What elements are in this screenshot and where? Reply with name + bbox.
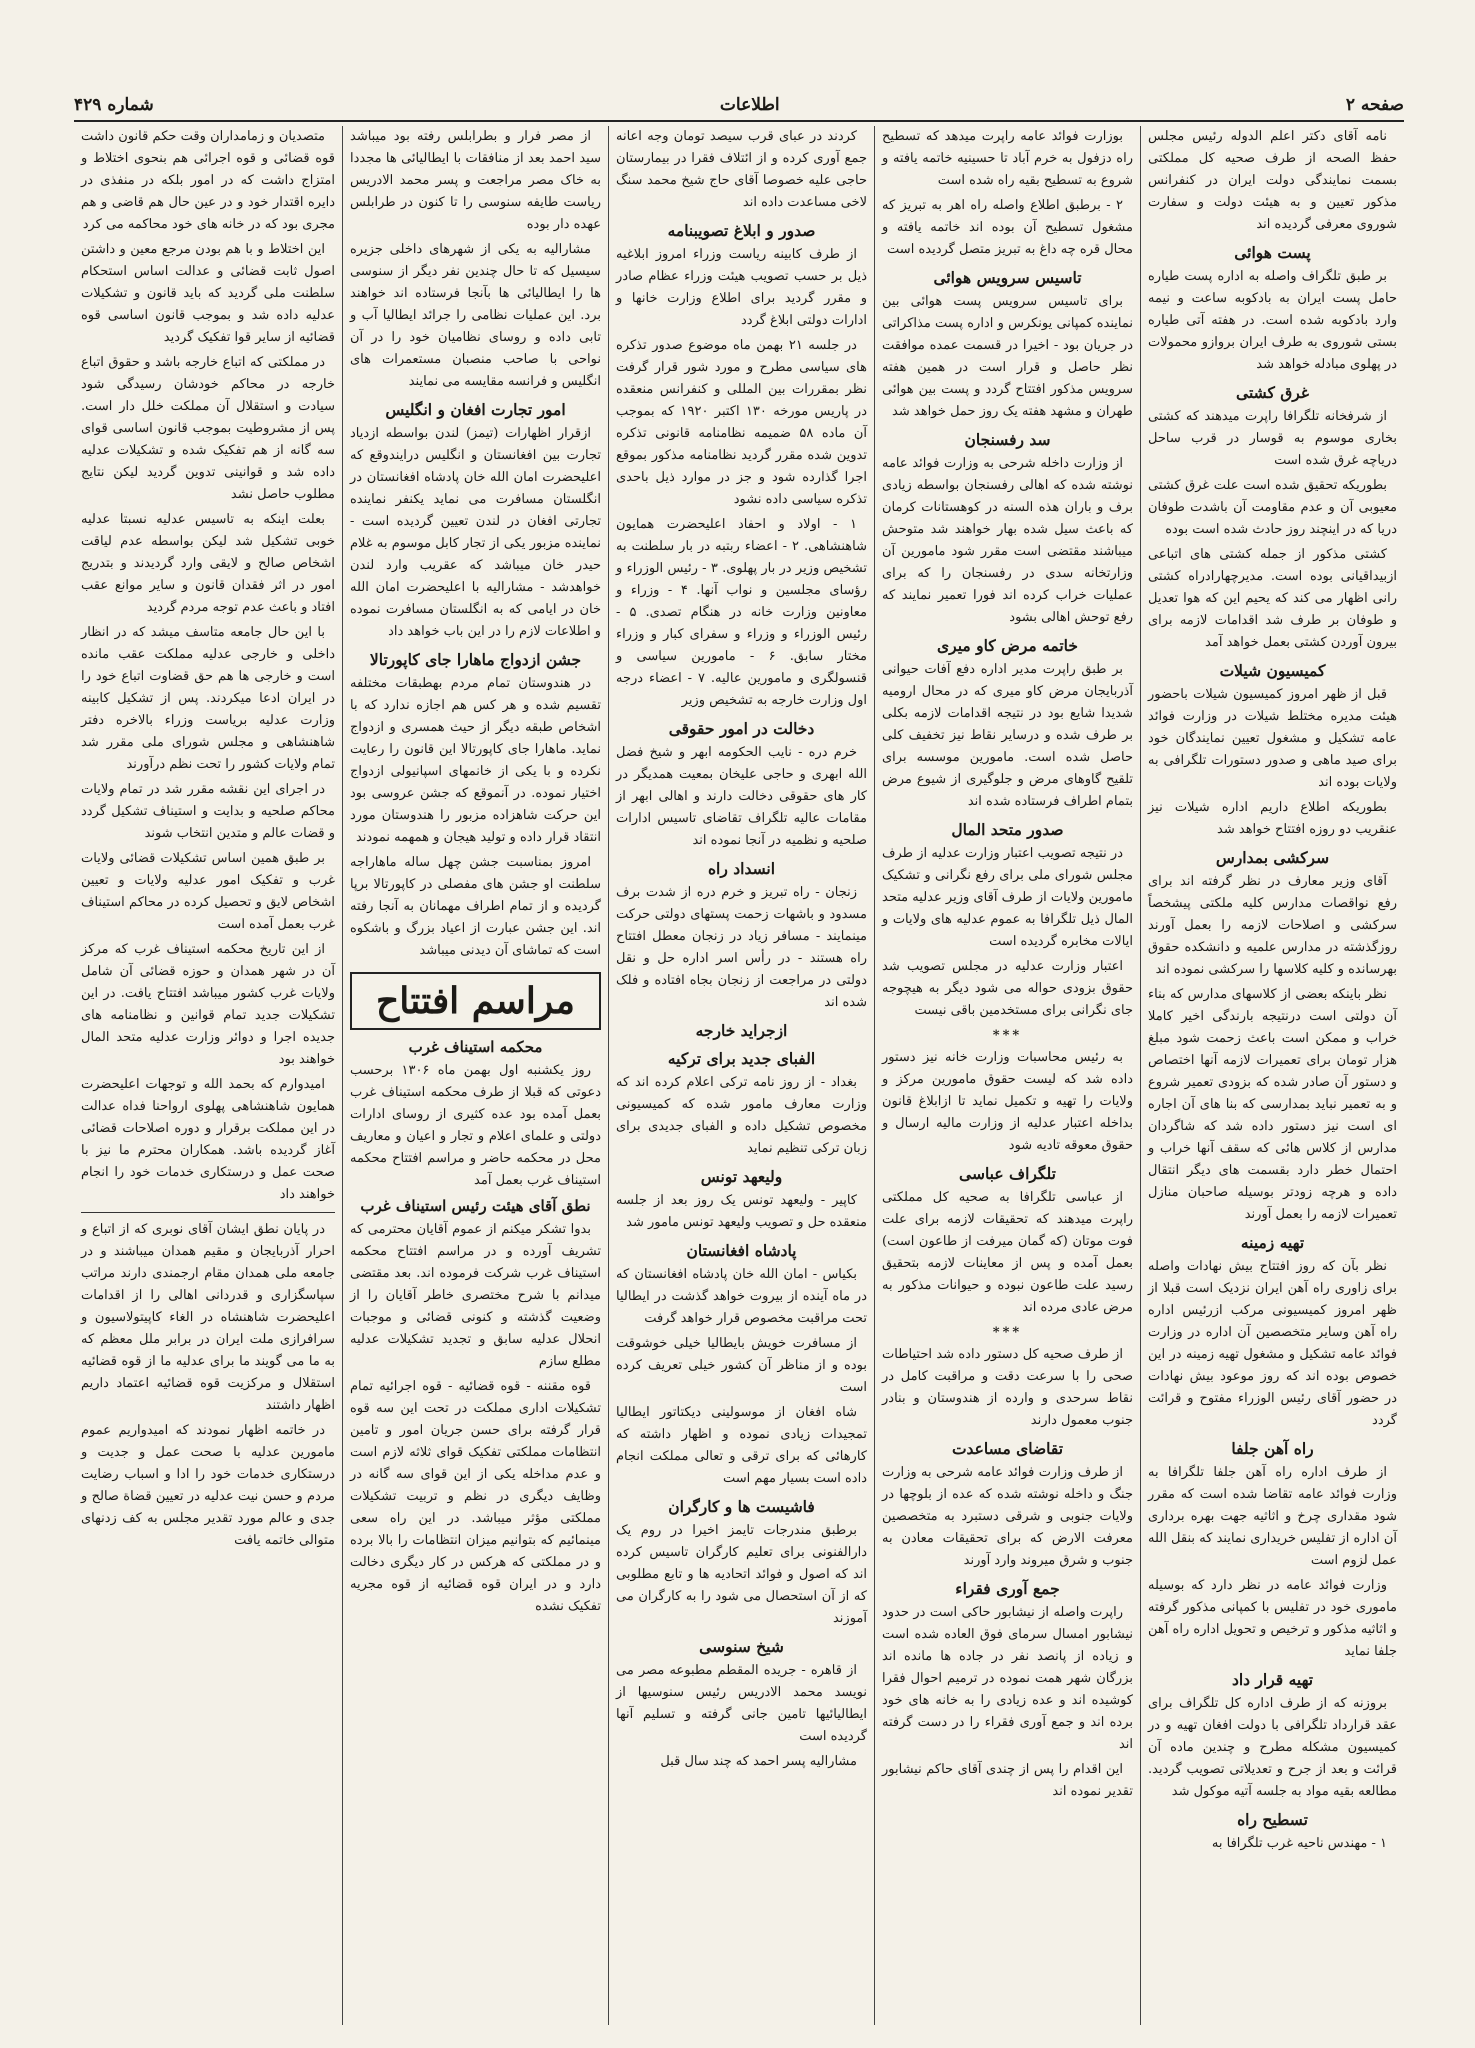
article-paragraph: بدوا تشکر میکنم از عموم آقایان محترمی که تشریف آورده و در مراسم افتتاح محکمه استیناف غرب شرکت فرموده اند. بعد مقتضی میدانم با شرح مختصری خاطر آقایان را از وضعیت گذشته و کنونی قضائی و موجبات انحلال عدلیه سابق و تجدید تشکیلات عدلیه مطلع سازم <box>350 1222 601 1369</box>
article-headline: الفبای جدید برای ترکیه <box>667 1049 816 1068</box>
article-headline: امور تجارت افغان و انگلیس <box>385 400 566 419</box>
article-paragraph: کشتی مذکور از جمله کشتی های اتباعی ازبیداقیانی بوده است. مدیرچهارادراه کشتی رانی اظهار می کند که یحیم این که هوا تعدیل و طوفان بر طرف شد اقدامات لازمه برای بیرون آوردن کشتی بعمل خواهد آمد <box>1148 547 1397 650</box>
newspaper-page <box>74 90 1404 2025</box>
article-headline: کمیسیون شیلات <box>1219 661 1326 680</box>
article-paragraph: از طرف وزارت فوائد عامه شرحی به وزارت جنگ و داخله نوشته شده که عده از بلوچها در ولایات جنوبی و شرقی دستبرد به متخصصین معرفت الارض که برای تحقیقات معادن به جنوب و شرق میروند وارد آورند <box>882 1465 1133 1568</box>
page-header <box>74 90 1404 122</box>
article-paragraph: روز یکشنبه اول بهمن ماه ۱۳۰۶ برحسب دعوتی که قبلا از طرف محکمه استیناف غرب بعمل آمده بود عده کثیری از روسای ادارات دولتی و علمای اعلام و تجار و اعیان و معاریف محل در محکمه حاضر و مراسم افتتاح محکمه استیناف غرب بعمل آمد <box>350 1063 601 1188</box>
article-headline: صدور متحد المال <box>951 820 1064 839</box>
article-paragraph: مشارالیه به یکی از شهرهای داخلی جزیره سیسیل که تا حال چندین نفر دیگر از سنوسی ها را ایطالیائی ها بآنجا فرستاده اند خواهند برد. این عملیات نظامی را جرائد ایطالیا آب و تابی داده و روسای نظامیان خود را در آن نواحی با صاحب منصبان مستعمرات های انگلیس و فرانسه مقایسه می نمایند <box>350 242 601 389</box>
article-paragraph: از وزارت داخله شرحی به وزارت فوائد عامه نوشته شده که اهالی رفسنجان بواسطه زیادی برف و باران هذه السنه در کوهستانات کرمان که باعث سیل شده بهار خواهند شد متوحش میباشند مقتضی است مقرر شود مامورین آن وزارتخانه سدی در رفسنجان را که برای عملیات خراب کرده اند فورا تعمیر نمایند که رفع توحش اهالی بشود <box>882 456 1133 625</box>
article-headline: سرکشی بمدارس <box>1215 848 1330 867</box>
feature-title: مراسم افتتاح <box>350 972 601 1030</box>
article-headline: تهیه قرار داد <box>1231 1670 1314 1689</box>
article-paragraph: قوه مقننه - قوه قضائیه - قوه اجرائیه تمام تشکیلات اداری مملکت در تحت این سه قوه قرار گرفته برای حسن جریان امور و تامین انتظامات مملکتی تفکیک قوای ثلاثه لازم است و عدم مداخله یکی از این قوای سه گانه در وظایف دیگری در نظم و تربیت تشکیلات مملکتی مؤثر میباشد. در این راه سعی مینمائیم که بتوانیم میزان انتظامات را بالا برده و در مملکتی که هرکس در کار دیگری دخالت دارد و در ایران قوه قضائیه از قوه مجریه تفکیک نشده <box>350 1379 601 1614</box>
article-paragraph: در جلسه ۲۱ بهمن ماه موضوع صدور تذکره های سیاسی مطرح و مورد شور قرار گرفت نظر بمقررات بین المللی و کنفرانس منعقده در پاریس مورخه ۱۳۰ اکتبر ۱۹۲۰ که بموجب آن ماده ۵۸ ضمیمه نظامنامه قانونی تذکره تدوین شده مقرر گردید نظامنامه مذکور بموقع اجرا گذارده شود و جز در موارد ذیل باحدی تذکره سیاسی داده نشود <box>616 338 867 507</box>
article-paragraph: ازقرار اظهارات (تیمز) لندن بواسطه ازدیاد تجارت بین افغانستان و انگلیس درایندوقع که اعلیحضرت امان الله خان پادشاه افغانستان در انگلستان مسافرت می نماید یکنفر نماینده تجارتی افغان در لندن تعیین گردیده است - نماینده مزبور یکی از تجار کابل موسوم به غلام حیدر خان میباشد که عقریب وارد لندن خواهدشد - مشارالیه با اعلیحضرت امان الله خان در ایامی که به انگلستان مسافرت نموده و اطلاعات لازم را در این باب خواهد داد <box>350 426 601 639</box>
article-paragraph: کردند در عبای قرب سیصد تومان وجه اعانه جمع آوری کرده و از ائتلاف فقرا در بیمارستان حاجی علیه خصوصا آقای حاج شیخ محمد سنگ لاخی مساعدت داده اند <box>616 129 867 210</box>
article-headline: تسطیح راه <box>1237 1810 1308 1829</box>
article-paragraph: از مسافرت خویش بایطالیا خیلی خوشوقت بوده و از مناظر آن کشور خیلی تعریف کرده است <box>616 1336 867 1395</box>
article-paragraph: در اجرای این نقشه مقرر شد در تمام ولایات محاکم صلحیه و بدایت و استیناف تشکیل گردد و قضات عالم و متدین انتخاب شوند <box>81 782 335 841</box>
section-separator: *** <box>992 1325 1023 1340</box>
article-headline: پست هوائی <box>1234 243 1311 262</box>
issue-number: شماره ۴۲۹ <box>74 95 154 115</box>
article-paragraph: از قاهره - جریده المقطم مطبوعه مصر می نویسد محمد الادریس رئیس سنوسیها از ایطالیائیها تامین جانی گرفته و تسلیم آنها گردیده است <box>616 1663 867 1744</box>
article-paragraph: بطوریکه اطلاع داریم اداره شیلات نیز عنقریب دو روزه افتتاح خواهد شد <box>1148 800 1397 837</box>
article-paragraph: وزارت فوائد عامه در نظر دارد که بوسیله ماموری خود در تفلیس با کمپانی مذکور گرفته و اثاثیه مذکور و ترخیص و تحویل اداره راه آهن جلفا نماید <box>1148 1578 1397 1659</box>
article-paragraph: امیدوارم که بحمد الله و توجهات اعلیحضرت همایون شاهنشاهی پهلوی ارواحنا فداه عدالت در این مملکت برقرار و دوره اصلاحات قضائی آغاز گردیده باشد. همکاران محترم ما نیز با صحت عمل و درستکاری خدمات خود را انجام خواهند داد <box>81 1077 335 1202</box>
article-headline: پادشاه افغانستان <box>686 1241 797 1260</box>
article-paragraph: در خاتمه اظهار نمودند که امیدواریم عموم مامورین عدلیه با صحت عمل و جدیت و درستکاری خدمات خود را ادا و اسباب رضایت مردم و حسن نیت عدلیه در تعیین قضاة صالح و جدی و عالم مورد تقدیر مجلس به کف زدنهای متوالی خاتمه یافت <box>81 1423 335 1548</box>
article-paragraph: از مصر فرار و بطرابلس رفته بود میباشد سید احمد بعد از منافقات با ایطالیائی ها مجددا به خاک مصر مراجعت و پسر محمد الادریس ریاست طایفه سنوسی را تا کنون در طرابلس عهده دار بوده <box>350 129 601 232</box>
article-paragraph: نظر بآن که روز افتتاح بیش نهادات واصله برای زاوری راه آهن ایران نزدیک است قبلا از ظهر امروز کمیسیونی مرکب ازرئیس اداره راه آهن وسایر متخصصین آن اداره در وزارت فوائد عامه تشکیل و مشغول تهیه زمینه در این خصوص بوده اند که روز موعود بیش نهادات در حضور آقای رئیس الوزراء مفتوح و قرائت گردد <box>1148 1259 1397 1428</box>
article-paragraph: اعتبار وزارت عدلیه در مجلس تصویب شد حقوق بزودی حواله می شود دیگر به هیچوجه جای نگرانی برای مستخدمین باقی نیست <box>882 959 1133 1018</box>
article-paragraph: با این حال جامعه متاسف میشد که در انظار داخلی و خارجی عدلیه مملکت عقب مانده است و خارجی ها هم حق قضاوت اتباع خود را در ایران ادعا میکردند. پس از تشکیل کابینه وزارت عدلیه بریاست وزراء بالاخره دفتر شاهنشاهی و مجلس شورای ملی مقرر شد تمام ولایات کشور را تحت نظم درآورند <box>81 625 335 772</box>
article-headline: انسداد راه <box>707 859 776 878</box>
article-headline: سد رفسنجان <box>964 430 1051 449</box>
article-paragraph: بغداد - از روز نامه ترکی اعلام کرده اند که وزارت معارف مامور شده که کمیسیونی مخصوص تشکیل داده و الفبای جدیدی برای زبان ترکی تنظیم نماید <box>616 1075 867 1156</box>
article-headline: راه آهن جلفا <box>1231 1439 1314 1458</box>
article-paragraph: برای تاسیس سرویس پست هوائی بین نماینده کمپانی یونکرس و اداره پست مذاکراتی در جریان بود - اخیرا در قسمت عمده موافقت نظر حاصل و قرار است در همین هفته سرویس مذکور افتتاح گردد و پست بین هوائی طهران و مشهد هفته یک روز حمل خواهد شد <box>882 294 1133 419</box>
newspaper-name: اطلاعات <box>719 95 780 115</box>
article-paragraph: این اقدام را پس از چندی آقای حاکم نیشابور تقدیر نموده اند <box>882 1762 1133 1799</box>
article-paragraph: ۲ - برطبق اطلاع واصله راه اهر به تبریز که مشغول تسطیح آن بوده اند خاتمه یافته و محال قره چه داغ به تبریز متصل گردیده است <box>882 198 1133 257</box>
article-paragraph: این اختلاط و با هم بودن مرجع معین و داشتن اصول ثابت قضائی و عدالت اساس استحکام سلطنت ملی گردید که باید قانون و تشکیلات عدلیه داده شد و بموجب قانون اساسی قوه قضائیه از سایر قوا تفکیک گردید <box>81 242 335 345</box>
article-columns <box>74 126 1404 2025</box>
article-headline: جمع آوری فقراء <box>955 1579 1060 1598</box>
article-paragraph: قبل از ظهر امروز کمیسیون شیلات باحضور هیئت مدیره مختلط شیلات در وزارت فوائد عامه تشکیل و مشغول تعیین نمایندگان خود برای صید ماهی و صدور دستورات تلگرافی به ولایات بوده اند <box>1148 687 1397 790</box>
column-5 <box>74 126 342 2025</box>
article-paragraph: نظر باینکه بعضی از کلاسهای مدارس که بناء آن دولتی است درنتیجه بارندگی اخیر کاملا خراب و ممکن است باعث زحمت شود مبلغ هزار تومان برای تعمیرات لازمه آنها اختصاص و دستور آن صادر شده که بزودی تعمیر شروع و به تعمیر نباید بمدارسی که بنا های آن اجاره ای است نیز دستور داده شد که شاگردان مدارس از کلاس هائی که سقف آنها خراب و احتمال خطر دارد بقسمت های دیگر انتقال داده و هرچه زودتر بوسیله صاحبان منازل تعمیرات لازمه را بعمل آورند <box>1148 987 1397 1222</box>
article-paragraph: ۱ - اولاد و احفاد اعلیحضرت همایون شاهنشاهی. ۲ - اعضاء ربتبه در بار سلطنت به تشخیص وزیر در بار پهلوی. ۳ - رئیس الوزراء و رؤسای مجلسین و نواب آنها. ۴ - وزراء و معاونین وزارت خانه در هنگام تصدی. ۵ - رئیس الوزراء و وزراء و سفرای کبار و وزراء مختار سابق. ۶ - مامورین سیاسی و قنسولگری و مامورین عالیه. ۷ - اعضاء درجه اول وزارت خارجه به تشخیص وزیر <box>616 517 867 708</box>
article-paragraph: در پایان نطق ایشان آقای نوبری که از اتباع و احرار آذربایجان و مقیم همدان میباشند و در جامعه ملی همدان مقام ارجمندی دارند مراتب سپاسگزاری و قدردانی اهالی را از اقدامات اعلیحضرت شاهنشاه در الغاء کاپیتولاسیون و سرافرازی ملت ایران در برابر ملل معظم که به ما می گویند ما برای عدلیه ما از قوه قضائیه استقلال و مرکزیت قوه قضائیه اعتماد داریم اظهار داشتند <box>81 1222 335 1413</box>
article-paragraph: بر طبق همین اساس تشکیلات قضائی ولایات غرب و تفکیک امور عدلیه ولایات و تعیین اشخاص لایق و تحصیل کرده در محاکم استیناف غرب بعمل آمده است <box>81 851 335 932</box>
article-headline: شیخ سنوسی <box>699 1637 784 1656</box>
article-paragraph: امروز بمناسبت جشن چهل ساله ماهاراجه سلطنت او جشن های مفصلی در کاپورتالا برپا گردیده و از تمام اطراف مهمانان به آنجا رفته اند. این جشن عبارت از اعیاد بزرگ و باشکوه است که تماشای آن دیدنی میباشد <box>350 855 601 958</box>
column-3 <box>608 126 874 2025</box>
article-paragraph: از طرف کابینه ریاست وزراء امروز ابلاغیه ذیل بر حسب تصویب هیئت وزراء عظام صادر و مقرر گردید برای اطلاع وزارت خانها و ادارات دولتی ابلاغ گردد <box>616 247 867 328</box>
article-headline: دخالت در امور حقوقی <box>668 719 815 738</box>
article-paragraph: بروزنه که از طرف اداره کل تلگراف برای عقد قرارداد تلگرافی با دولت افغان تهیه و در کمیسیون مشکله مطرح و چندین ماده آن قرائت و بعد از جرح و تعدیلاتی تصویب گردید. مطالعه بقیه مواد به جلسه آتیه موکول شد <box>1148 1696 1397 1799</box>
article-paragraph: بر طبق راپرت مدیر اداره دفع آفات حیوانی آذربایجان مرض کاو میری که در محال ارومیه شدیدا شایع بود در نتیجه اقدامات لازمه بکلی بر طرف شده و درسایر نقاط نیز تخفیف کلی حاصل شده است. مامورین موسسه برای تلقیح گاوهای مرض و جلوگیری از شیوع مرض بتمام اطراف فرستاده شده اند <box>882 662 1133 809</box>
column-2 <box>874 126 1140 2025</box>
article-paragraph: بر طبق تلگراف واصله به اداره پست طیاره حامل پست ایران به بادکوبه ساعت و نیمه وارد بادکوبه شده است. در هفته آتی طیاره بستی شوروی به طرف ایران بروازو محمولات در پهلوی مبادله خواهد شد <box>1148 269 1397 372</box>
column-4 <box>342 126 608 2025</box>
article-paragraph: شاه افغان از موسولینی دیکتاتور ایطالیا تمجیدات زیادی نموده و اظهار داشته که کارهائی که برای ترقی و تعالی مملکت انجام داده است بسیار مهم است <box>616 1405 867 1486</box>
article-headline: صدور و ابلاغ تصویبنامه <box>667 221 816 240</box>
article-paragraph: بوزارت فوائد عامه راپرت میدهد که تسطیح راه دزفول به خرم آباد تا حسینیه خاتمه یافته و شروع به تسطیح بقیه راه شده است <box>882 129 1133 188</box>
article-paragraph: به رئیس محاسبات وزارت خانه نیز دستور داده شد که لیست حقوق مامورین مرکز و ولایات را تهیه و تکمیل نماید تا ازابلاغ قانون بداخله اعتبار عدلیه از وزارت مالیه ارسال و حقوق معوقه تادیه شود <box>882 1050 1133 1153</box>
article-paragraph: برطبق مندرجات تایمز اخیرا در روم یک دارالفنونی برای تعلیم کارگران تاسیس کرده اند که اصول و فوائد اتحادیه ها و تابع مطلوبی که از آن استحصال می شود را به کارگران می آموزند <box>616 1523 867 1626</box>
article-paragraph: بکیاس - امان الله خان پادشاه افغانستان که در ماه آینده از بیروت خواهد گذشت در ایطالیا تحت مراقبت مخصوص قرار خواهد گرفت <box>616 1267 867 1326</box>
article-paragraph: متصدیان و زمامداران وقت حکم قانون داشت قوه قضائی و قوه اجرائی هم بنحوی اختلاط و امتزاج داشت که در امور بلکه در منفذی در دایره اقتدار خود و در عین حال هم قاضی و هم مجری بود که در خانه های خود محاکمه می کرد <box>81 129 335 232</box>
article-paragraph: خرم دره - نایب الحکومه ابهر و شیخ فضل الله ابهری و حاجی علیخان بمعیت همدیگر در کار های حقوقی دخالت دارند و اهالی ابهر از مقامات عالیه تلگراف تقاضای تاسیس ادارات صلحیه و نظمیه در آنجا نموده اند <box>616 745 867 848</box>
section-separator: *** <box>992 1028 1023 1043</box>
article-paragraph: زنجان - راه تبریز و خرم دره از شدت برف مسدود و باشهات زحمت پستهای دولتی حرکت مینمایند - مسافر زیاد در زنجان معطل افتتاح راه هستند - در رأس اسر اداره حل و نقل دولتی در مراجعت از زنجان بجاه افتاده و فلک شده اند <box>616 885 867 1010</box>
article-headline: ازجراید خارجه <box>695 1021 788 1040</box>
article-paragraph: بعلت اینکه به تاسیس عدلیه نسبتا عدلیه خوبی تشکیل شد لیکن بواسطه عدم لیاقت اشخاص صالح و لایقی وارد گردیدند و بتدریج امور در اثر فقدان قانون و سایر موانع عقب افتاد و باعث عدم توجه مردم گردید <box>81 512 335 615</box>
article-headline: تلگراف عباسی <box>959 1164 1056 1183</box>
article-headline: تاسیس سرویس هوائی <box>933 268 1082 287</box>
article-headline: تهیه زمینه <box>1240 1233 1305 1252</box>
article-paragraph: بطوریکه تحقیق شده است علت غرق کشتی معیوبی آن و عدم مقاومت آن باشدت طوفان دریا که در اینچند روز حادث شده است بوده <box>1148 478 1397 537</box>
article-paragraph: در مملکتی که اتباع خارجه باشد و حقوق اتباع خارجه در محاکم خودشان رسیدگی شود سیادت و استقلال آن مملکت خلل دار است. پس از مشروطیت بموجب قانون اساسی قوای سه گانه از هم تفکیک شده و تشکیلات عدلیه داده شد و قوانینی تدوین گردید لیکن نتایج مطلوب حاصل نشد <box>81 355 335 502</box>
article-headline: فاشیست ها و کارگران <box>668 1497 815 1516</box>
article-headline: غرق کشتی <box>1236 383 1309 402</box>
article-paragraph: از شرفخانه تلگرافا راپرت میدهند که کشتی بخاری موسوم به قوسار در قرب ساحل دریاچه غرق شده است <box>1148 409 1397 468</box>
page-number: صفحه ۲ <box>1345 95 1404 115</box>
article-headline: ولیعهد تونس <box>700 1167 783 1186</box>
feature-subtitle: نطق آقای هیئت رئیس استیناف غرب <box>360 1197 591 1215</box>
column-1 <box>1140 126 1404 2025</box>
article-paragraph: نامه آقای دکتر اعلم الدوله رئیس مجلس حفظ الصحه از طرف صحیه کل مملکتی بسمت نمایندگی دولت ایران در کنفرانس مذکور تعیین و به هیئت دولت و سفارت شوروی معرفی گردیده اند <box>1148 129 1397 232</box>
article-paragraph: از طرف صحیه کل دستور داده شد احتیاطات صحی را با سرعت دقت و مراقبت کامل در نقاط سرحدی و وارده از هندوستان و بنادر جنوب معمول دارند <box>882 1347 1133 1428</box>
article-paragraph: ۱ - مهندس ناحیه غرب تلگرافا به <box>1211 1836 1387 1851</box>
article-paragraph: کاپیر - ولیعهد تونس یک روز بعد از جلسه منعقده حل و تصویب ولیعهد تونس مامور شد <box>616 1193 867 1230</box>
feature-subtitle: محکمه استیناف غرب <box>408 1038 543 1056</box>
article-paragraph: از عباسی تلگرافا به صحیه کل مملکتی راپرت میدهند که تحقیقات لازمه برای علت فوت موتان (که گمان میرفت از طاعون است) بعمل آمده و پس از معاینات لازمه بتحقیق رسید علت طاعون نبوده و حیوانات مذکور به مرض عادی مرده اند <box>882 1190 1133 1315</box>
article-headline: تقاضای مساعدت <box>951 1439 1064 1458</box>
divider-rule <box>81 1212 335 1213</box>
article-paragraph: راپرت واصله از نیشابور حاکی است در حدود نیشابور امسال سرمای فوق العاده شده است و زیاده از پانصد نفر در جاده ها مانده اند بزرگان شهر همت نموده در ترمیم احوال فقرا کوشیده اند و عده زیادی را به خانه های خود برده اند و جمع آوری فقراء را در دست گرفته اند <box>882 1605 1133 1752</box>
article-paragraph: در نتیجه تصویب اعتبار وزارت عدلیه از طرف مجلس شورای ملی برای رفع نگرانی و تشکیک مامورین ولایات از طرف آقای وزیر عدلیه متحد المال ذیل تلگرافا به عموم عدلیه های ولایات و ایالات مخابره گردیده است <box>882 846 1133 949</box>
article-paragraph: در هندوستان تمام مردم بهطبقات مختلفه تقسیم شده و هر کس هم اجازه ندارد که با اشخاص طبقه دیگر از حیث همسری و ازدواج نماید. ماهارا جای کاپورتالا این قانون را رعایت نکرده و با یکی از خانمهای اسپانیولی ازدواج اختیار نموده. در آنموقع که جشن عروسی بود این حرکت شاهزاده مزبور را هندوستان مورد انتقاد قرار داده و تولید هیجان و همهمه نمودند <box>350 676 601 845</box>
article-paragraph: از طرف اداره راه آهن جلفا تلگرافا به وزارت فوائد عامه تقاضا شده است که مقرر شود مقداری چرخ و اثاثیه جهت بهره برداری آن اداره از تفلیس خریداری نمایند که بنقل الله عمل لزوم است <box>1148 1465 1397 1568</box>
article-paragraph: مشارالیه پسر احمد که چند سال قبل <box>660 1754 857 1769</box>
article-headline: خاتمه مرض کاو میری <box>937 636 1078 655</box>
article-headline: جشن ازدواج ماهارا جای کاپورتالا <box>369 650 582 669</box>
article-paragraph: آقای وزیر معارف در نظر گرفته اند برای رفع نواقصات مدارس کلیه ملکتی پیشخصاً سرکشی و اصلاحات لازمه را بعمل آورند روزگذشته در مدارس علمیه و دانشکده حقوق بهرسانده و کلیه کلاسها را سرکشی نموده اند <box>1148 874 1397 977</box>
article-paragraph: از این تاریخ محکمه استیناف غرب که مرکز آن در شهر همدان و حوزه قضائی آن شامل ولایات غرب کشور میباشد افتتاح یافت. در این تشکیلات جدید تمام قوانین و نظامنامه های جدیده اجرا و دوائر وزارت عدلیه متحد المال خواهند بود <box>81 942 335 1067</box>
